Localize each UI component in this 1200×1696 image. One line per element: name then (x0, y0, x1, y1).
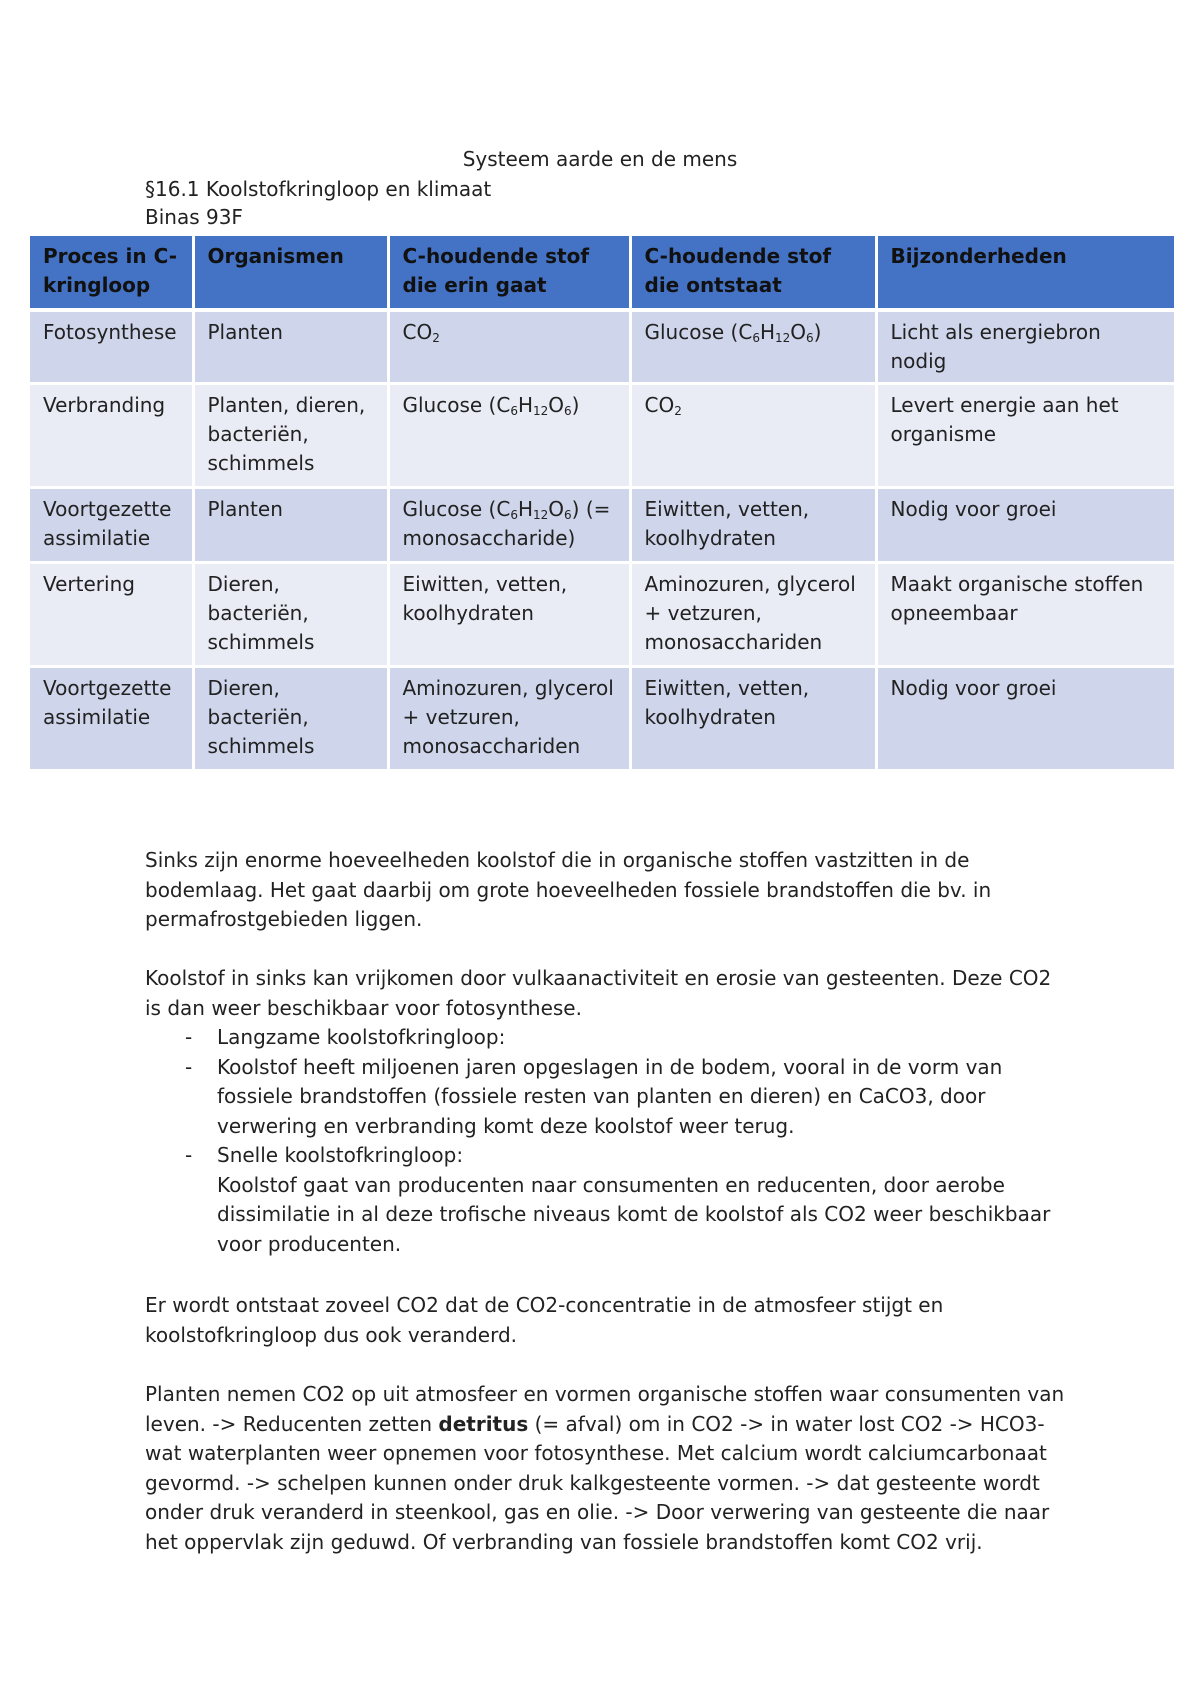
list-item (145, 1141, 1065, 1171)
organisms-cell: Dieren, bacteriën, schimmels (193, 563, 388, 667)
formula-part: Glucose (C (644, 320, 753, 344)
table-header-cell: C-houdende stof die erin gaat (388, 235, 630, 311)
process-cell: Voortgezette assimilatie (30, 488, 193, 563)
output-substance-cell: Eiwitten, vetten, koolhydraten (630, 488, 876, 563)
list-dash: - (185, 1054, 193, 1079)
formula-part: CO (402, 320, 433, 344)
section-heading: §16.1 Koolstofkringloop en klimaat (145, 177, 492, 201)
paragraph-release (145, 964, 1065, 1023)
formula-subscript: 6 (510, 404, 518, 418)
list-item-text: Koolstof gaat van producenten naar consumenten en reducenten, door aerobe dissimilatie in al deze trofische niveaus komt de koolstof als CO2 weer beschikbaar voor producenten. (217, 1172, 1051, 1256)
table-row (30, 310, 1174, 384)
formula-subscript: 2 (674, 404, 682, 418)
bold-term: detritus (438, 1411, 529, 1436)
organisms-cell: Planten (193, 310, 388, 384)
formula-part: ) (571, 393, 580, 417)
output-substance-cell (630, 310, 876, 384)
formula-part: H (517, 393, 533, 417)
list-dash: - (185, 1025, 193, 1049)
paragraph-text: Er wordt ontstaat zoveel CO2 dat de CO2-concentratie in de atmosfeer stijgt en koolstofkringloop dus ook veranderd. (145, 1293, 944, 1347)
page-title: Systeem aarde en de mens (462, 147, 738, 171)
list-item-text: Koolstof heeft miljoenen jaren opgeslagen in de bodem, vooral in de vorm van fossiele brandstoffen (fossiele resten van planten en dieren) en CaCO3, door verwering en verbranding komt deze koolstof weer terug. (217, 1054, 1003, 1138)
list-item-text: Langzame koolstofkringloop: (217, 1025, 506, 1049)
formula-part: O (790, 320, 807, 344)
output-substance-cell: Aminozuren, glycerol + vetzuren, monosacchariden (630, 563, 876, 667)
formula-subscript: 6 (510, 508, 518, 522)
text-run: Planten nemen CO2 op uit atmosfeer en vormen organische stoffen waar consumenten van leven. -> Reducenten zetten (145, 1382, 1065, 1436)
process-cell: Verbranding (30, 384, 193, 488)
organisms-cell: Planten (193, 488, 388, 563)
process-cell: Vertering (30, 563, 193, 667)
process-cell: Fotosynthese (30, 310, 193, 384)
notes-cell: Levert energie aan het organisme (876, 384, 1174, 488)
table-header-row (30, 235, 1174, 311)
formula-subscript: 12 (775, 331, 791, 345)
input-substance-cell (388, 310, 630, 384)
notes-cell: Licht als energiebron nodig (876, 310, 1174, 384)
formula-subscript: 12 (533, 404, 549, 418)
formula-part: ) (= monosaccharide) (402, 497, 611, 550)
table-header-cell: Proces in C-kringloop (30, 235, 193, 311)
notes-cell: Nodig voor groei (876, 667, 1174, 771)
organisms-cell: Planten, dieren, bacteriën, schimmels (193, 384, 388, 488)
list-item (145, 1053, 1065, 1142)
formula-subscript: 6 (564, 404, 572, 418)
carbon-cycle-list (145, 1023, 1065, 1259)
formula-part: ) (813, 320, 822, 344)
table-header-cell: Bijzonderheden (876, 235, 1174, 311)
formula-part: O (548, 393, 565, 417)
table-header-cell: Organismen (193, 235, 388, 311)
table-row (30, 667, 1174, 771)
formula-part: O (548, 497, 565, 521)
organisms-cell: Dieren, bacteriën, schimmels (193, 667, 388, 771)
formula-part: H (759, 320, 775, 344)
list-item (145, 1023, 1065, 1053)
paragraph-text (145, 1380, 1065, 1557)
list-dash: - (185, 1143, 193, 1167)
input-substance-cell: Eiwitten, vetten, koolhydraten (388, 563, 630, 667)
process-cell: Voortgezette assimilatie (30, 667, 193, 771)
formula-subscript: 6 (564, 508, 572, 522)
input-substance-cell (388, 384, 630, 488)
formula-part: CO (644, 393, 675, 417)
formula-subscript: 2 (432, 331, 440, 345)
input-substance-cell: Aminozuren, glycerol + vetzuren, monosacchariden (388, 667, 630, 771)
table-row (30, 384, 1174, 488)
list-item-continuation (145, 1171, 1065, 1260)
notes-cell: Maakt organische stoffen opneembaar (876, 563, 1174, 667)
formula-subscript: 12 (533, 508, 549, 522)
table-row (30, 563, 1174, 667)
formula-part: H (517, 497, 533, 521)
output-substance-cell (630, 384, 876, 488)
list-item-text: Snelle koolstofkringloop: (217, 1143, 464, 1167)
paragraph-text: Koolstof in sinks kan vrijkomen door vulkaanactiviteit en erosie van gesteenten. Deze CO2 is dan weer beschikbaar voor fotosynthese. (145, 966, 1052, 1020)
input-substance-cell (388, 488, 630, 563)
paragraph-sinks (145, 846, 1065, 935)
notes-cell: Nodig voor groei (876, 488, 1174, 563)
paragraph-plants (145, 1380, 1065, 1557)
text-run: (= afval) om in CO2 -> in water lost CO2 -> HCO3- wat waterplanten weer opnemen voor fotosynthese. Met calcium wordt calciumcarbonaat gevormd. -> schelpen kunnen onder druk kalkgesteente vormen. -> dat gesteente wordt onder druk veranderd in steenkool, gas en olie. -> Door verwering van gesteente die naar het oppervlak zijn geduwd. Of verbranding van fossiele brandstoffen komt CO2 vrij. (145, 1411, 1050, 1554)
table-row (30, 488, 1174, 563)
paragraph-increase (145, 1291, 1065, 1350)
carbon-cycle-table (30, 233, 1174, 772)
output-substance-cell: Eiwitten, vetten, koolhydraten (630, 667, 876, 771)
paragraph-text: Sinks zijn enorme hoeveelheden koolstof die in organische stoffen vastzitten in de bodemlaag. Het gaat daarbij om grote hoeveelheden fossiele brandstoffen die bv. in permafrostgebieden liggen. (145, 848, 992, 931)
formula-part: Glucose (C (402, 497, 511, 521)
table-header-cell: C-houdende stof die ontstaat (630, 235, 876, 311)
formula-part: Glucose (C (402, 393, 511, 417)
reference-line: Binas 93F (145, 205, 243, 229)
formula-subscript: 6 (806, 331, 814, 345)
formula-subscript: 6 (752, 331, 760, 345)
